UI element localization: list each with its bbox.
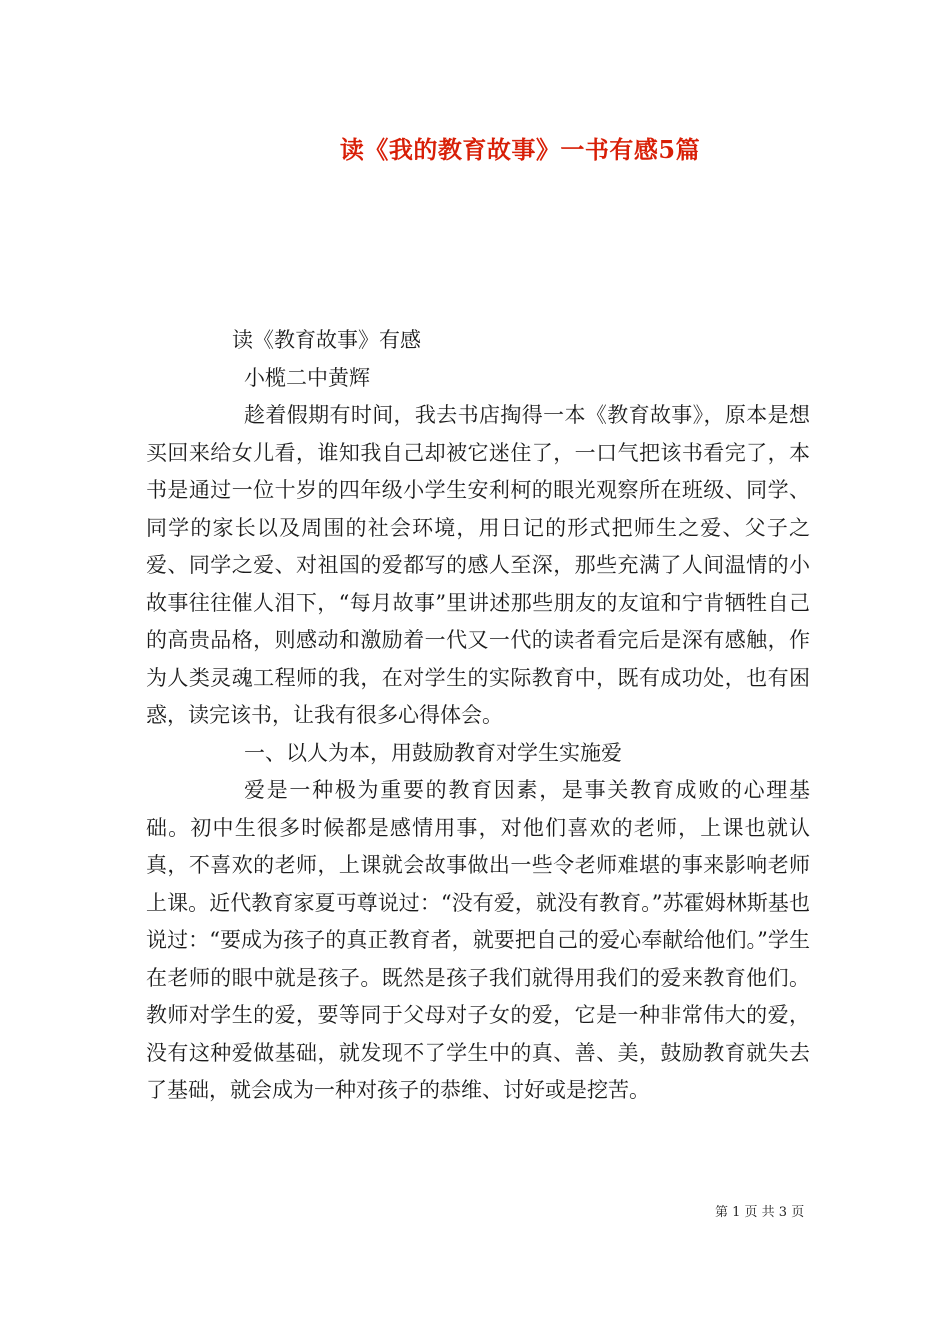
document-body: [146, 322, 810, 1110]
author-line: 小榄二中黄辉: [244, 365, 370, 390]
paragraph-love: 爱是一种极为重要的教育因素，是事关教育成败的心理基础。初中生很多时候都是感情用事，对他们喜欢的老师，上课也就认真，不喜欢的老师，上课就会故事做出一些令老师难堪的事来影响老师上课。近代教育家夏丏尊说过：“没有爱，就没有教育。”苏霍姆林斯基也说过：“要成为孩子的真正教育者，就要把自己的爱心奉献给他们。”学生在老师的眼中就是孩子。既然是孩子我们就得用我们的爱来教育他们。教师对学生的爱，要等同于父母对子女的爱，它是一种非常伟大的爱，没有这种爱做基础，就发现不了学生中的真、善、美，鼓励教育就失去了基础，就会成为一种对孩子的恭维、讨好或是挖苦。: [146, 778, 810, 1102]
document-title: 读《我的教育故事》一书有感5篇: [339, 135, 701, 164]
page-number: 第 1 页 共 3 页: [715, 1205, 805, 1220]
sub-heading: 读《教育故事》有感: [232, 328, 421, 352]
section-heading-1: 一、以人为本，用鼓励教育对学生实施爱: [244, 740, 622, 765]
paragraph-intro: 趁着假期有时间，我去书店掏得一本《教育故事》，原本是想买回来给女儿看，谁知我自己却被它迷住了，一口气把该书看完了，本书是通过一位十岁的四年级小学生安利柯的眼光观察所在班级、同学、同学的家长以及周围的社会环境，用日记的形式把师生之爱、父子之爱、同学之爱、对祖国的爱都写的感人至深，那些充满了人间温情的小故事往往催人泪下，“每月故事”里讲述那些朋友的友谊和宁肯牺牲自己的高贵品格，则感动和激励着一代又一代的读者看完后是深有感触，作为人类灵魂工程师的我，在对学生的实际教育中，既有成功处，也有困惑，读完该书，让我有很多心得体会。: [146, 403, 810, 727]
